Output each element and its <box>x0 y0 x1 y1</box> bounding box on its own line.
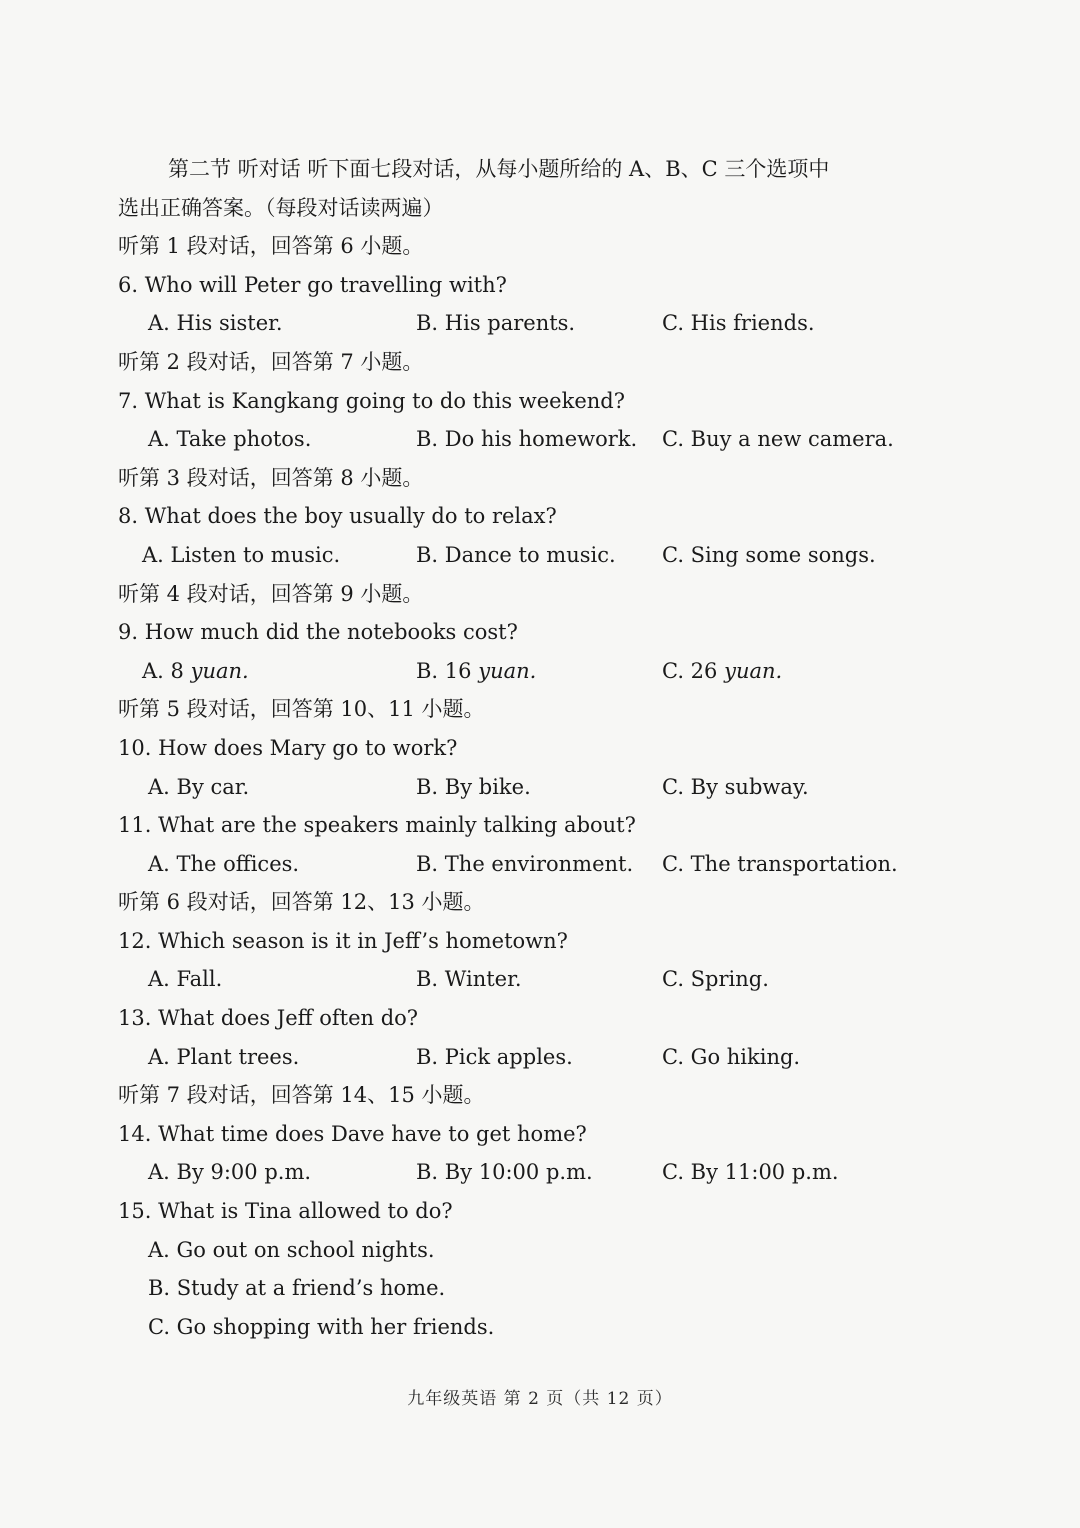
option-c: C. The transportation. <box>662 851 898 876</box>
option-a <box>142 652 249 691</box>
option-a: A. By car. <box>148 774 250 799</box>
option-b: B. Pick apples. <box>416 1044 573 1069</box>
option-b: B. By 10:00 p.m. <box>416 1160 593 1185</box>
option-a: A. By 9:00 p.m. <box>148 1160 312 1185</box>
option-a-amount: A. 8 <box>142 658 184 683</box>
option-a: A. Go out on school nights. <box>148 1237 435 1262</box>
options-q7 <box>118 420 988 459</box>
option-b <box>416 652 536 691</box>
option-a: A. The offices. <box>148 851 300 876</box>
option-c: C. Sing some songs. <box>662 542 876 567</box>
option-c: C. Spring. <box>662 967 769 992</box>
option-a: A. Plant trees. <box>148 1044 300 1069</box>
option-c: C. By 11:00 p.m. <box>662 1160 839 1185</box>
option-c <box>662 652 782 691</box>
option-b: B. Dance to music. <box>416 542 616 567</box>
options-q12 <box>118 960 988 999</box>
page-footer: 九年级英语 第 2 页（共 12 页） <box>407 1389 673 1409</box>
options-q6 <box>118 304 988 343</box>
instruction-dialogue-6: 听第 6 段对话，回答第 12、13 小题。 <box>118 890 485 915</box>
option-c: C. Buy a new camera. <box>662 427 894 452</box>
option-c: C. Go hiking. <box>662 1044 801 1069</box>
question-13: 13. What does Jeff often do? <box>118 1006 419 1031</box>
options-q9 <box>118 652 988 691</box>
options-q14 <box>118 1153 988 1192</box>
option-a: A. Take photos. <box>148 427 312 452</box>
option-b-unit: yuan. <box>478 658 537 683</box>
question-6: 6. Who will Peter go travelling with? <box>118 272 507 297</box>
option-b: B. Winter. <box>416 967 522 992</box>
listening-section <box>118 150 988 1346</box>
option-a: A. His sister. <box>148 311 283 336</box>
question-14: 14. What time does Dave have to get home? <box>118 1121 587 1146</box>
section-intro-line2: 选出正确答案。（每段对话读两遍） <box>118 195 444 220</box>
question-11: 11. What are the speakers mainly talking about? <box>118 813 636 838</box>
option-c-amount: C. 26 <box>662 658 718 683</box>
options-q10 <box>118 768 988 807</box>
instruction-dialogue-1: 听第 1 段对话，回答第 6 小题。 <box>118 234 424 259</box>
instruction-dialogue-7: 听第 7 段对话，回答第 14、15 小题。 <box>118 1083 485 1108</box>
options-q8 <box>118 536 988 575</box>
option-b: B. The environment. <box>416 851 634 876</box>
question-12: 12. Which season is it in Jeff’s hometown? <box>118 928 568 953</box>
option-c: C. Go shopping with her friends. <box>148 1314 495 1339</box>
question-9: 9. How much did the notebooks cost? <box>118 620 518 645</box>
option-a: A. Listen to music. <box>142 542 341 567</box>
question-7: 7. What is Kangkang going to do this weekend? <box>118 388 625 413</box>
option-b-amount: B. 16 <box>416 658 472 683</box>
option-a-unit: yuan. <box>190 658 249 683</box>
options-q11 <box>118 845 988 884</box>
option-b: B. Do his homework. <box>416 427 638 452</box>
question-8: 8. What does the boy usually do to relax? <box>118 504 557 529</box>
option-c-unit: yuan. <box>724 658 783 683</box>
option-a: A. Fall. <box>148 967 223 992</box>
option-b: B. Study at a friend’s home. <box>148 1276 446 1301</box>
instruction-dialogue-4: 听第 4 段对话，回答第 9 小题。 <box>118 581 424 606</box>
instruction-dialogue-3: 听第 3 段对话，回答第 8 小题。 <box>118 465 424 490</box>
option-b: B. By bike. <box>416 774 531 799</box>
option-b: B. His parents. <box>416 311 576 336</box>
instruction-dialogue-2: 听第 2 段对话，回答第 7 小题。 <box>118 349 424 374</box>
instruction-dialogue-5: 听第 5 段对话，回答第 10、11 小题。 <box>118 697 485 722</box>
question-10: 10. How does Mary go to work? <box>118 735 458 760</box>
options-q13 <box>118 1038 988 1077</box>
question-15: 15. What is Tina allowed to do? <box>118 1199 453 1224</box>
option-c: C. His friends. <box>662 311 815 336</box>
section-intro-line1: 第二节 听对话 听下面七段对话，从每小题所给的 A、B、C 三个选项中 <box>168 157 830 181</box>
option-c: C. By subway. <box>662 774 809 799</box>
